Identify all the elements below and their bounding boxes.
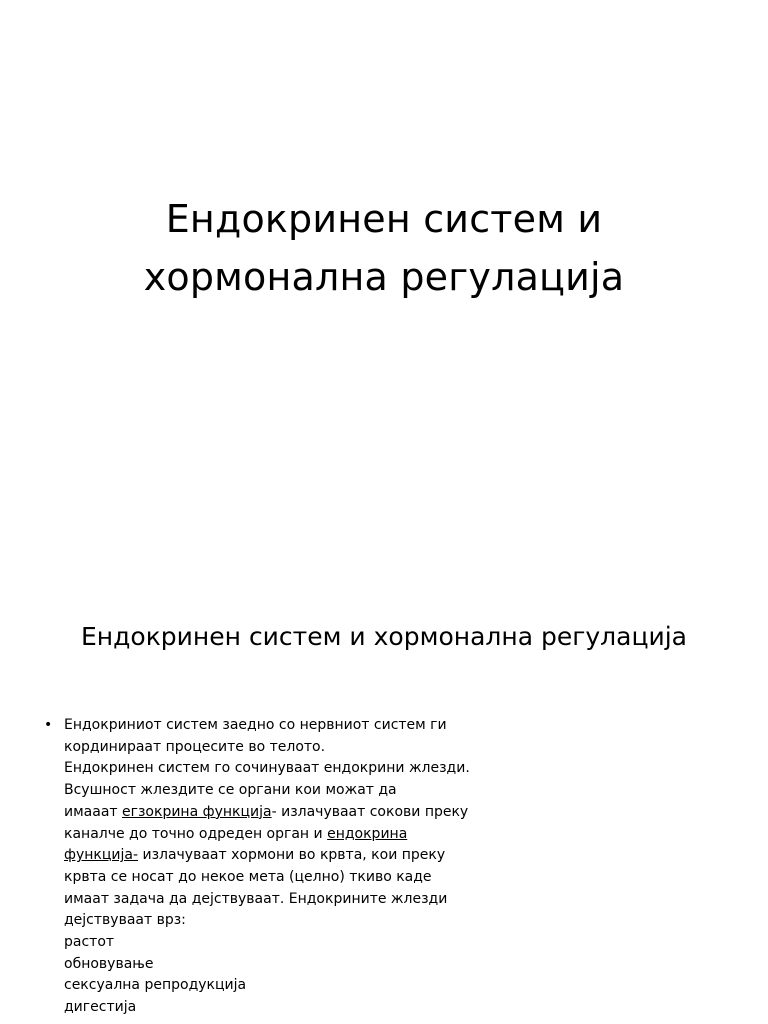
content-slide	[0, 576, 768, 1024]
text-segment: - излачуваат сокови преку	[271, 803, 469, 820]
bullet-paragraph	[64, 715, 514, 1019]
endocrine-function-term: функција-	[64, 847, 139, 864]
text-line: имаат задача да дејствуваат. Ендокрините жлезди	[64, 890, 448, 907]
text-line: Всушност жлездите се органи кои можат да	[64, 782, 397, 799]
endocrine-function-term: ендокрина	[327, 825, 408, 842]
text-line: крвта се носат до некое мета (целно) ткиво каде	[64, 868, 432, 885]
text-line: кординираат процесите во телото.	[64, 738, 326, 755]
text-segment: имааат	[64, 803, 123, 820]
exocrine-function-term: егзокрина функција	[122, 803, 272, 820]
list-item: дигестија	[64, 999, 137, 1016]
text-line: дејствуваат врз:	[64, 912, 186, 929]
text-line: Ендокриниот систем заедно со нервниот систем ги	[64, 717, 447, 733]
text-line	[64, 845, 514, 867]
bullet-list	[44, 715, 514, 1019]
list-item: обновување	[64, 955, 154, 972]
text-segment: излачуваат хормони во крвта, кои преку	[138, 847, 446, 864]
text-segment: каналче до точно одреден орган и	[64, 825, 328, 842]
title-line-1: Ендокринен систем и	[165, 197, 603, 241]
list-item: растот	[64, 934, 115, 951]
bullet-icon: •	[44, 717, 53, 733]
title-line-2: хормонална регулација	[143, 255, 625, 299]
text-line	[64, 824, 514, 846]
text-line	[64, 802, 514, 824]
content-slide-title: Ендокринен систем и хормонална регулација	[80, 622, 688, 651]
list-item: сексуална репродукција	[64, 977, 247, 994]
slide-title	[0, 190, 768, 306]
text-line: Ендокринен систем го сочинуваат ендокрини жлезди.	[64, 760, 470, 777]
